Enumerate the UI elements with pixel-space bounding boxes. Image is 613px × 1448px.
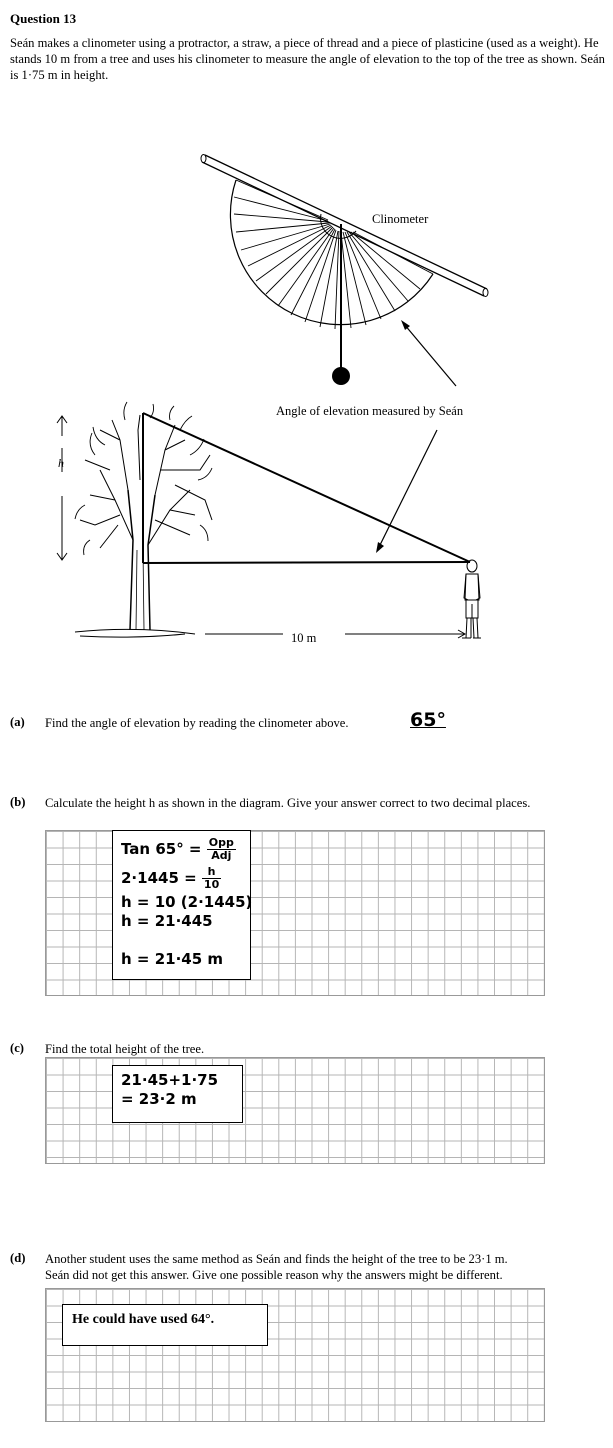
- part-a-label: (a): [10, 715, 25, 729]
- part-b-label: (b): [10, 795, 26, 809]
- question-title: Question 13: [10, 11, 77, 26]
- opp-adj-fraction: $\frac{\text{Opp}}{\text{Adj}}$: [208, 836, 234, 862]
- part-d-answer-box: He could have used 64°.: [62, 1304, 268, 1346]
- part-c-working-box: [112, 1065, 243, 1123]
- clinometer-tree-diagram: [0, 0, 613, 700]
- distance-label: 10 m: [291, 631, 317, 645]
- part-d-text-1: Another student uses the same method as Seán and finds the height of the tree to be 23·1 m.: [45, 1252, 508, 1266]
- part-a-text: Find the angle of elevation by reading the clinometer above.: [45, 716, 349, 730]
- b-line-3: h = 10 (2·1445): [121, 893, 253, 911]
- part-c-text: Find the total height of the tree.: [45, 1042, 205, 1056]
- c-line-2: = 23·2 m: [121, 1090, 197, 1108]
- h-over-10-fraction: $\frac{h}{10}$: [203, 865, 220, 891]
- part-a-answer: 65°: [410, 709, 446, 731]
- person-sean: [462, 560, 481, 638]
- part-b-text: Calculate the height h as shown in the diagram. Give your answer correct to two decimal places.: [45, 796, 531, 810]
- clinometer-label: Clinometer: [372, 212, 429, 226]
- b-line-2-prefix: 2·1445 =: [121, 869, 197, 887]
- angle-label: Angle of elevation measured by Seán: [276, 404, 464, 418]
- b-line-1-prefix: Tan 65° =: [121, 840, 202, 858]
- b-line-1: [121, 837, 250, 864]
- b-final-answer: h = 21·45 m: [121, 950, 223, 968]
- b-line-2: [121, 866, 250, 893]
- part-c-label: (c): [10, 1041, 24, 1055]
- part-d-text-2: Seán did not get this answer. Give one possible reason why the answers might be different.: [45, 1268, 503, 1282]
- b-line-4: h = 21·445: [121, 912, 213, 930]
- part-b-working-box: [112, 830, 251, 980]
- question-intro: Seán makes a clinometer using a protractor, a straw, a piece of thread and a piece of plasticine (used as a weight). He stands 10 m from a tree and uses his clinometer to measure the angle of elevation to the top of the tree as shown. Seán is 1·75 m in height.: [10, 36, 605, 82]
- h-label: h: [58, 456, 64, 470]
- clinometer: [201, 155, 488, 386]
- part-d-label: (d): [10, 1251, 26, 1265]
- c-line-1: 21·45+1·75: [121, 1071, 219, 1089]
